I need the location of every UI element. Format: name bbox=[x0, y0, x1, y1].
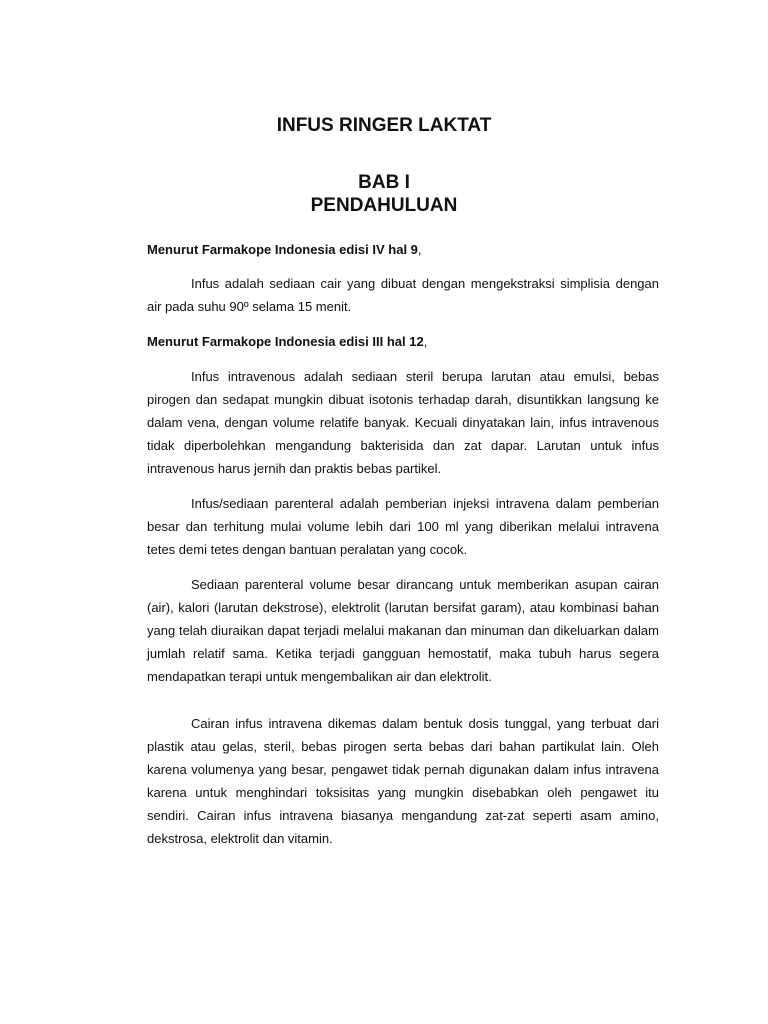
reference-heading-2 bbox=[147, 330, 659, 353]
reference-source-2: Menurut Farmakope Indonesia edisi III hal 12 bbox=[147, 334, 424, 349]
reference-source-1: Menurut Farmakope Indonesia edisi IV hal 9 bbox=[147, 242, 418, 257]
reference-tail-2: , bbox=[423, 334, 428, 349]
reference-heading-1 bbox=[147, 238, 659, 261]
paragraph-5: Cairan infus intravena dikemas dalam bentuk dosis tunggal, yang terbuat dari plastik atau gelas, steril, bebas pirogen serta bebas dari bahan partikulat lain. Oleh karena volumenya yang besar, pengawet tidak pernah digunakan dalam infus intravena karena untuk menghindari toksisitas yang mungkin disebabkan oleh pengawet itu sendiri. Cairan infus intravena biasanya mengandung zat-zat seperti asam amino, dekstrosa, elektrolit dan vitamin. bbox=[147, 716, 659, 846]
chapter-number: BAB I bbox=[358, 172, 410, 193]
chapter-title: PENDAHULUAN bbox=[310, 195, 458, 216]
paragraph-1: Infus adalah sediaan cair yang dibuat dengan mengekstraksi simplisia dengan air pada suhu 90º selama 15 menit. bbox=[147, 276, 659, 314]
paragraph-4: Sediaan parenteral volume besar dirancang untuk memberikan asupan cairan (air), kalori (larutan dekstrose), elektrolit (larutan bersifat garam), atau kombinasi bahan yang telah diuraikan dapat terjadi melalui makanan dan minuman dan dikeluarkan dalam jumlah relatif sama. Ketika terjadi gangguan hemostatif, maka tubuh harus segera mendapatkan terapi untuk mengembalikan air dan elektrolit. bbox=[147, 577, 659, 684]
document-title: INFUS RINGER LAKTAT bbox=[276, 115, 492, 136]
reference-tail-1: , bbox=[417, 242, 422, 257]
paragraph-3: Infus/sediaan parenteral adalah pemberian injeksi intravena dalam pemberian besar dan terhitung mulai volume lebih dari 100 ml yang diberikan melalui intravena tetes demi tetes dengan bantuan peralatan yang cocok. bbox=[147, 496, 659, 557]
paragraph-2: Infus intravenous adalah sediaan steril berupa larutan atau emulsi, bebas pirogen dan sedapat mungkin dibuat isotonis terhadap darah, disuntikkan langsung ke dalam vena, dengan volume relatife banyak. Kecuali dinyatakan lain, infus intravenous tidak diperbolehkan mengandung bakterisida dan zat dapar. Larutan untuk infus intravenous harus jernih dan praktis bebas partikel. bbox=[147, 369, 659, 476]
